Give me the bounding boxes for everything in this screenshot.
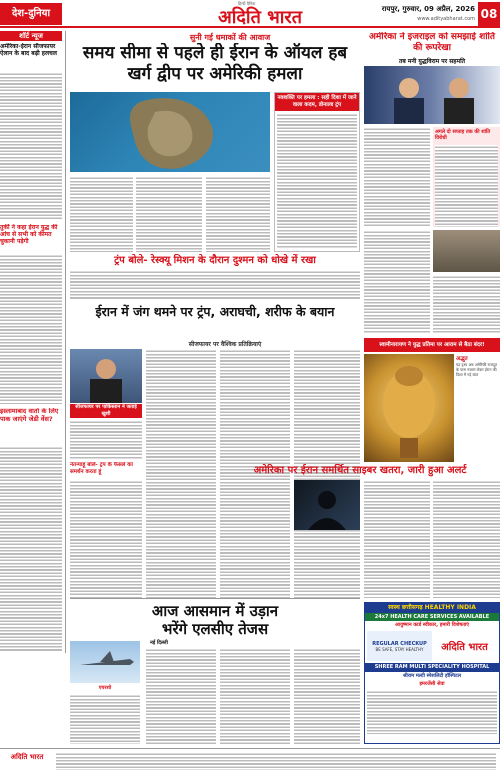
- hacker-shape: [294, 480, 360, 530]
- story2-inner-headline: नेतन्याहू बोले- ट्रंप के फैसले का समर्थन करता हूं: [70, 462, 133, 475]
- footer-logo: अदिति भारत: [10, 753, 44, 761]
- story4-headline-line2: भरेंगे एलसीए तेजस: [161, 620, 269, 638]
- story2-photo-caption: सीजफायर पर पाकिस्तान ने जताई खुशी: [70, 404, 142, 418]
- story2-headline: ईरान में जंग थमने पर ट्रंप, अराघची, शरीफ के बयान: [95, 304, 335, 319]
- hospital-name: SHREE RAM MULTI SPECIALITY HOSPITAL: [365, 663, 499, 672]
- story4-dateline: नई दिल्ली: [150, 640, 168, 646]
- side-photo-caption-box: [433, 127, 500, 227]
- masthead-tagline: हिन्दी दैनिक: [238, 1, 256, 6]
- short-news-3-headline: इस्लामाबाद वार्ता के लिए पाक जाएंगे जेडी वेंस?: [0, 408, 59, 423]
- masthead-name: अदिति भारत: [217, 7, 303, 28]
- side-bottom-photo: [433, 230, 500, 272]
- header-bar: [0, 0, 500, 28]
- jet-shape: [70, 641, 140, 683]
- health-ad-sub: 24x7 HEALTH CARE SERVICES AVAILABLE: [365, 613, 499, 621]
- hacker-photo: [294, 480, 360, 530]
- lead-kicker: सुनी गई धमाकों की आवाज: [189, 33, 271, 42]
- infobox-title: नवशक्ति पर हमला : सही दिशा में जाने वाला कदम, डोनाल्ड ट्रंप: [275, 93, 359, 111]
- island-photo: [70, 92, 270, 172]
- story3-banner-text: स्वामीनारायण ने युद्ध प्रतिमा पर आराम से बैठा बंदर!: [379, 342, 485, 348]
- dateline: रायपुर, गुरुवार, 09 अप्रैल, 2026: [381, 5, 475, 13]
- kharg-island-shape: [70, 92, 270, 172]
- tejas-photo: [70, 641, 140, 683]
- page-number-badge: [478, 2, 500, 26]
- side-photo: [364, 66, 500, 124]
- short-news-1-headline: अमेरिका-ईरान सीजफायर ऐलान के बाद बढ़ी हलचल: [0, 43, 57, 57]
- story3-banner: [364, 338, 500, 352]
- lead-subheadline: ट्रंप बोले- रेस्क्यू मिशन के दौरान दुश्मन को धोखे में रखा: [114, 255, 316, 266]
- story4-headline-line1: आज आसमान में उड़ान: [151, 602, 279, 620]
- story3-col2: [433, 480, 500, 598]
- masthead: [190, 1, 340, 27]
- story2-col0: [70, 420, 142, 460]
- section-tag: [0, 3, 62, 25]
- pakistan-pm-photo-shape: [70, 349, 142, 403]
- story4-col3: [294, 648, 360, 744]
- story2-col1: [146, 349, 216, 599]
- lead-body-col2: [136, 176, 202, 252]
- buddha-caption-text: यह दृश्य अब अमेरिकी राजदूत के पास नजारा लेकर ईरान की दिशा में गई बंदर: [456, 362, 498, 377]
- short-news-3-body: [0, 446, 62, 651]
- story3-col1: [364, 480, 430, 598]
- side-headline: अमेरिका ने इजराइल को समझाई शांति की रूपरेखा: [369, 32, 495, 53]
- short-news-1-body: [0, 72, 62, 220]
- story4-col1: [146, 648, 216, 744]
- short-news-2-body: [0, 254, 62, 404]
- page-number: 08: [480, 7, 498, 21]
- buddha-caption-box: [456, 354, 500, 462]
- hospital-emergency: इमरजेंसी सेवा: [419, 681, 445, 687]
- footer-imprint: [56, 752, 496, 770]
- buddha-caption-head: अद्भुत: [456, 356, 468, 362]
- story4-col0: [70, 694, 140, 744]
- hospital-sub: श्रीराम मल्टी स्पेशलिटी हॉस्पिटल: [403, 673, 461, 679]
- story4-frame: [70, 598, 360, 599]
- buddha-photo: [364, 354, 454, 462]
- website[interactable]: www.adityabharat.com: [417, 16, 475, 22]
- health-ad-line2: आयुष्मान कार्ड स्वीकार, हमारी विशेषताएं: [394, 622, 470, 628]
- health-ad[interactable]: [364, 602, 500, 744]
- lead-body-col3: [206, 176, 270, 252]
- infobox-body: [277, 113, 357, 248]
- story3-headline: अमेरिका पर ईरान समर्थित साइबर खतरा, जारी हुआ अलर्ट: [253, 465, 467, 476]
- health-ad-details: [367, 690, 497, 734]
- story2-photo: [70, 349, 142, 403]
- side-body-col2: [364, 230, 430, 334]
- buddha-statue-shape: [364, 354, 454, 462]
- lead-body-col1: [70, 176, 133, 252]
- side-subheadline: तब मनी युद्धविराम पर सहमति: [398, 58, 466, 65]
- tejas-label: एयरशो: [98, 685, 112, 691]
- footer: [0, 748, 500, 772]
- leaders-photo-shape: [364, 66, 500, 124]
- side-body-col1: [364, 127, 430, 227]
- health-ad-tag: BE SAFE, STAY HEALTHY: [375, 646, 424, 652]
- short-news-2-headline: तुर्की ने कहा ईरान युद्ध की आंच से सभी को कीमत चुकानी पड़ेगी: [0, 224, 58, 245]
- story2-subheadline: सीजफायर पर वैश्विक प्रतिक्रियाएं: [188, 341, 262, 348]
- health-ad-banner: स्वस्थ छत्तीसगढ़ HEALTHY INDIA: [365, 603, 499, 613]
- short-news-title: शॉर्ट न्यूज: [19, 32, 43, 40]
- story2-col0b: [70, 480, 142, 598]
- health-ad-brand: अदिति भारत: [441, 642, 488, 653]
- side-photo-caption: अगले दो सप्ताह तक की शांति विरोधी: [435, 129, 491, 141]
- lead-headline: समय सीमा से पहले ही ईरान के ऑयल हब खर्ग द्वीप पर अमेरिकी हमला: [82, 43, 348, 84]
- short-news-label: [0, 31, 62, 41]
- side-caption-body: [435, 145, 498, 227]
- section-name: देश-दुनिया: [11, 8, 51, 19]
- side-body-col3: [433, 275, 500, 334]
- health-ad-checkup: REGULAR CHECKUP: [372, 640, 427, 647]
- story4-col2: [220, 648, 290, 744]
- column-divider: [65, 31, 66, 653]
- lead-sub-body: [70, 270, 360, 300]
- infobox: [274, 92, 360, 252]
